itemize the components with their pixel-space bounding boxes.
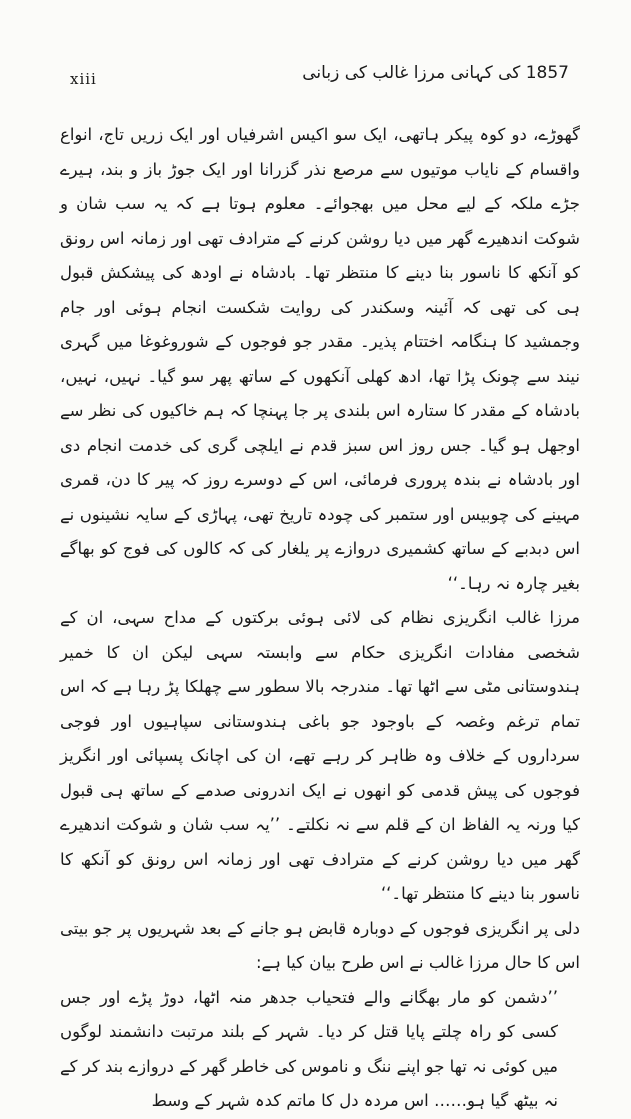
running-title: 1857 کی کہانی مرزا غالب کی زبانی bbox=[302, 63, 569, 83]
paragraph-1: گھوڑے، دو کوہ پیکر ہاتھی، ایک سو اکیس اشرفیاں اور ایک زریں تاج، انواع واقسام کے نایاب موتیوں سے مرصع نذر گزرانا اور ایک جوڑ باز و بند، ہیرے جڑے ملکہ کے لیے محل میں بھجوائے۔ معلوم ہوتا ہے کہ یہ سب شان و شوکت اندھیرے گھر میں دیا روشن کرنے کے مترادف تھی اور زمانہ اس رونق کو آنکھ کا ناسور بنا دینے کا منتظر تھا۔ بادشاہ نے اودھ کی پیشکش قبول ہی کی تھی کہ آئینہ وسکندر کی روایت شکست انجام ہوئی اور جام وجمشید کا ہنگامہ اختتام پذیر۔ مقدر جو فوجوں کے شوروغوغا میں گہری نیند سے چونک پڑا تھا، ادھ کھلی آنکھوں کے ساتھ پھر سو گیا۔ نہیں، نہیں، بادشاہ کے مقدر کا ستارہ اس بلندی پر جا پہنچا کہ ہم خاکیوں کی نظر سے اوجھل ہو گیا۔ جس روز اس سبز قدم نے ایلچی گری کی خدمت انجام دی اور بادشاہ نے بندہ پروری فرمائی، اس کے دوسرے روز کہ پیر کا دن، قمری مہینے کی چوبیس اور ستمبر کی چودہ تاریخ تھی، پہاڑی کے سایہ نشینوں نے اس دبدبے کے ساتھ کشمیری دروازے پر یلغار کی کہ کالوں کی فوج کو بھاگے بغیر چارہ نہ رہا۔‘‘ bbox=[60, 125, 580, 593]
paragraph-3: دلی پر انگریزی فوجوں کے دوبارہ قابض ہو جانے کے بعد شہریوں پر جو بیتی اس کا حال مرزا غالب نے اس طرح بیان کیا ہے: bbox=[60, 918, 580, 972]
paragraph-2: مرزا غالب انگریزی نظام کی لائی ہوئی برکتوں کے مداح سہی، ان کے شخصی مفادات انگریزی حکام سے وابستہ سہی لیکن ان کا خمیر ہندوستانی مٹی سے اٹھا تھا۔ مندرجہ بالا سطور سے چھلکا پڑ رہا ہے کہ اس تمام ترغم وغصہ کے باوجود جو باغی ہندوستانی سپاہیوں اور فوجی سرداروں کے خلاف وہ ظاہر کر رہے تھے، ان کی اچانک پسپائی اور انگریز فوجوں کی پیش قدمی کو انھوں نے ایک اندرونی صدمے کے ساتھ ہی قبول کیا ورنہ یہ الفاظ ان کے قلم سے نہ نکلتے۔ ’’یہ سب شان و شوکت اندھیرے گھر میں دیا روشن کرنے کے مترادف تھی اور زمانہ اس رونق کو آنکھ کا ناسور بنا دینے کا منتظر تھا۔‘‘ bbox=[60, 608, 580, 903]
page-number: xiii bbox=[70, 70, 97, 88]
body-text bbox=[60, 118, 580, 1119]
page-header bbox=[0, 58, 631, 98]
block-quote: ’’دشمن کو مار بھگانے والے فتحیاب جدھر منہ اٹھا، دوڑ پڑے اور جس کسی کو راہ چلتے پایا قتل کر دیا۔ شہر کے بلند مرتبت دانشمند لوگوں میں کوئی نہ تھا جو اپنے ننگ و ناموس کی خاطر گھر کے دروازے بند کر کے نہ بیٹھ گیا ہو…… اس مردہ دل کا ماتم کدہ شہر کے وسط bbox=[60, 987, 558, 1110]
